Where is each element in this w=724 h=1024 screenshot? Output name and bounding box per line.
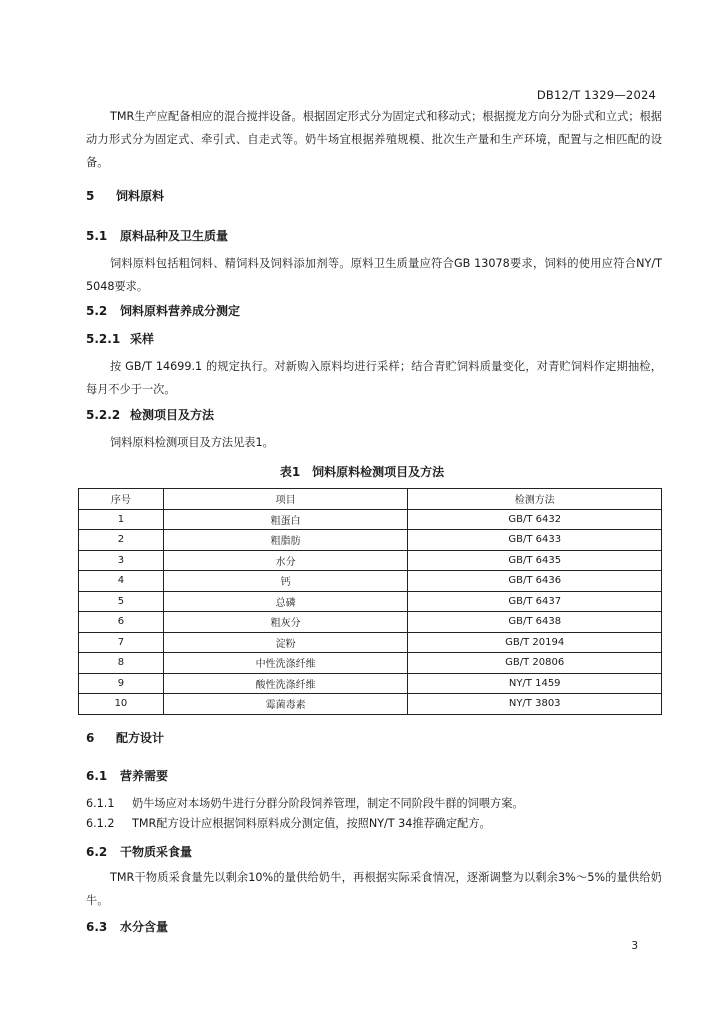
table-row	[79, 530, 662, 551]
section-5-2-2-text: 饲料原料检测项目及方法见表1。	[110, 436, 274, 449]
table-row	[79, 653, 662, 674]
section-title: 营养需要	[120, 769, 169, 783]
section-6-3-heading	[86, 918, 168, 935]
section-5-1-heading	[86, 227, 228, 244]
table-cell: 9	[79, 673, 164, 694]
table-cell: 钙	[163, 571, 408, 592]
table-row	[79, 632, 662, 653]
section-5-2-2-heading	[86, 406, 214, 423]
column-header: 项目	[163, 489, 408, 510]
section-5-1-text: 饲料原料包括粗饲料、精饲料及饲料添加剂等。原料卫生质量应符合GB 13078要求，饲料的使用应符合NY/T 5048要求。	[86, 257, 662, 293]
section-number: 5.2	[86, 304, 108, 318]
table-cell: 7	[79, 632, 164, 653]
section-number: 5.2.1	[86, 332, 121, 346]
table-cell: GB/T 20194	[408, 632, 662, 653]
table-cell: GB/T 6432	[408, 509, 662, 530]
clause-6-1-1	[86, 795, 662, 811]
section-5-2-1-heading	[86, 330, 154, 347]
table-cell: 3	[79, 550, 164, 571]
table-cell: GB/T 6435	[408, 550, 662, 571]
table-header-row	[79, 489, 662, 510]
table-cell: 5	[79, 591, 164, 612]
table-cell: 粗蛋白	[163, 509, 408, 530]
clause-number: 6.1.1	[86, 797, 115, 810]
table-cell: GB/T 20806	[408, 653, 662, 674]
clause-number: 6.1.2	[86, 817, 115, 830]
table-cell: 2	[79, 530, 164, 551]
table-cell: GB/T 6437	[408, 591, 662, 612]
table-cell: 粗灰分	[163, 612, 408, 633]
section-6-2-heading	[86, 843, 192, 860]
table-row	[79, 694, 662, 715]
clause-text: TMR配方设计应根据饲料原料成分测定值，按照NY/T 34推荐确定配方。	[132, 817, 491, 830]
table-cell: 霉菌毒素	[163, 694, 408, 715]
section-title: 检测项目及方法	[130, 408, 215, 422]
section-6-1-heading	[86, 767, 168, 784]
table-cell: NY/T 3803	[408, 694, 662, 715]
section-5-2-heading	[86, 302, 240, 319]
table-cell: 淀粉	[163, 632, 408, 653]
section-title: 配方设计	[116, 731, 165, 745]
document-code: DB12/T 1329—2024	[536, 88, 656, 102]
table-cell: 8	[79, 653, 164, 674]
section-title: 饲料原料营养成分测定	[120, 304, 241, 318]
section-number: 6	[86, 731, 95, 745]
table-cell: NY/T 1459	[408, 673, 662, 694]
section-5-2-1-text: 按 GB/T 14699.1 的规定执行。对新购入原料均进行采样；结合青贮饲料质量变化，对青贮饲料作定期抽检，每月不少于一次。	[86, 360, 662, 396]
table-cell: 中性洗涤纤维	[163, 653, 408, 674]
page-number: 3	[631, 940, 638, 952]
table-cell: 10	[79, 694, 164, 715]
detection-methods-table	[78, 488, 662, 715]
table-cell: GB/T 6433	[408, 530, 662, 551]
table-cell: 总磷	[163, 591, 408, 612]
section-number: 5.1	[86, 229, 108, 243]
section-title: 原料品种及卫生质量	[120, 229, 229, 243]
section-title: 干物质采食量	[120, 845, 193, 859]
section-title: 饲料原料	[116, 189, 165, 203]
table-cell: 水分	[163, 550, 408, 571]
section-5-heading	[86, 187, 164, 204]
table-row	[79, 509, 662, 530]
section-number: 5	[86, 189, 95, 203]
section-6-heading	[86, 729, 164, 746]
table-cell: 6	[79, 612, 164, 633]
section-number: 6.2	[86, 845, 108, 859]
table-cell: 4	[79, 571, 164, 592]
table-row	[79, 612, 662, 633]
section-number: 6.3	[86, 920, 108, 934]
table-cell: 粗脂肪	[163, 530, 408, 551]
section-title: 采样	[130, 332, 155, 346]
table-row	[79, 571, 662, 592]
table-row	[79, 550, 662, 571]
intro-paragraph: TMR生产应配备相应的混合搅拌设备。根据固定形式分为固定式和移动式；根据搅龙方向分为卧式和立式；根据动力形式分为固定式、牵引式、自走式等。奶牛场宜根据养殖规模、批次生产量和生产环境，配置与之相匹配的设备。	[86, 110, 662, 169]
table-cell: GB/T 6438	[408, 612, 662, 633]
clause-6-1-2	[86, 815, 662, 831]
table-caption: 表1 饲料原料检测项目及方法	[279, 465, 445, 479]
clause-text: 奶牛场应对本场奶牛进行分群分阶段饲养管理，制定不同阶段牛群的饲喂方案。	[132, 797, 524, 810]
section-title: 水分含量	[120, 920, 169, 934]
section-number: 6.1	[86, 769, 108, 783]
section-number: 5.2.2	[86, 408, 121, 422]
table-cell: 酸性洗涤纤维	[163, 673, 408, 694]
column-header: 序号	[79, 489, 164, 510]
table-cell: 1	[79, 509, 164, 530]
table-row	[79, 673, 662, 694]
column-header: 检测方法	[408, 489, 662, 510]
table-cell: GB/T 6436	[408, 571, 662, 592]
section-6-2-text: TMR干物质采食量先以剩余10%的量供给奶牛，再根据实际采食情况，逐渐调整为以剩余3%～5%的量供给奶牛。	[86, 871, 662, 907]
table-row	[79, 591, 662, 612]
